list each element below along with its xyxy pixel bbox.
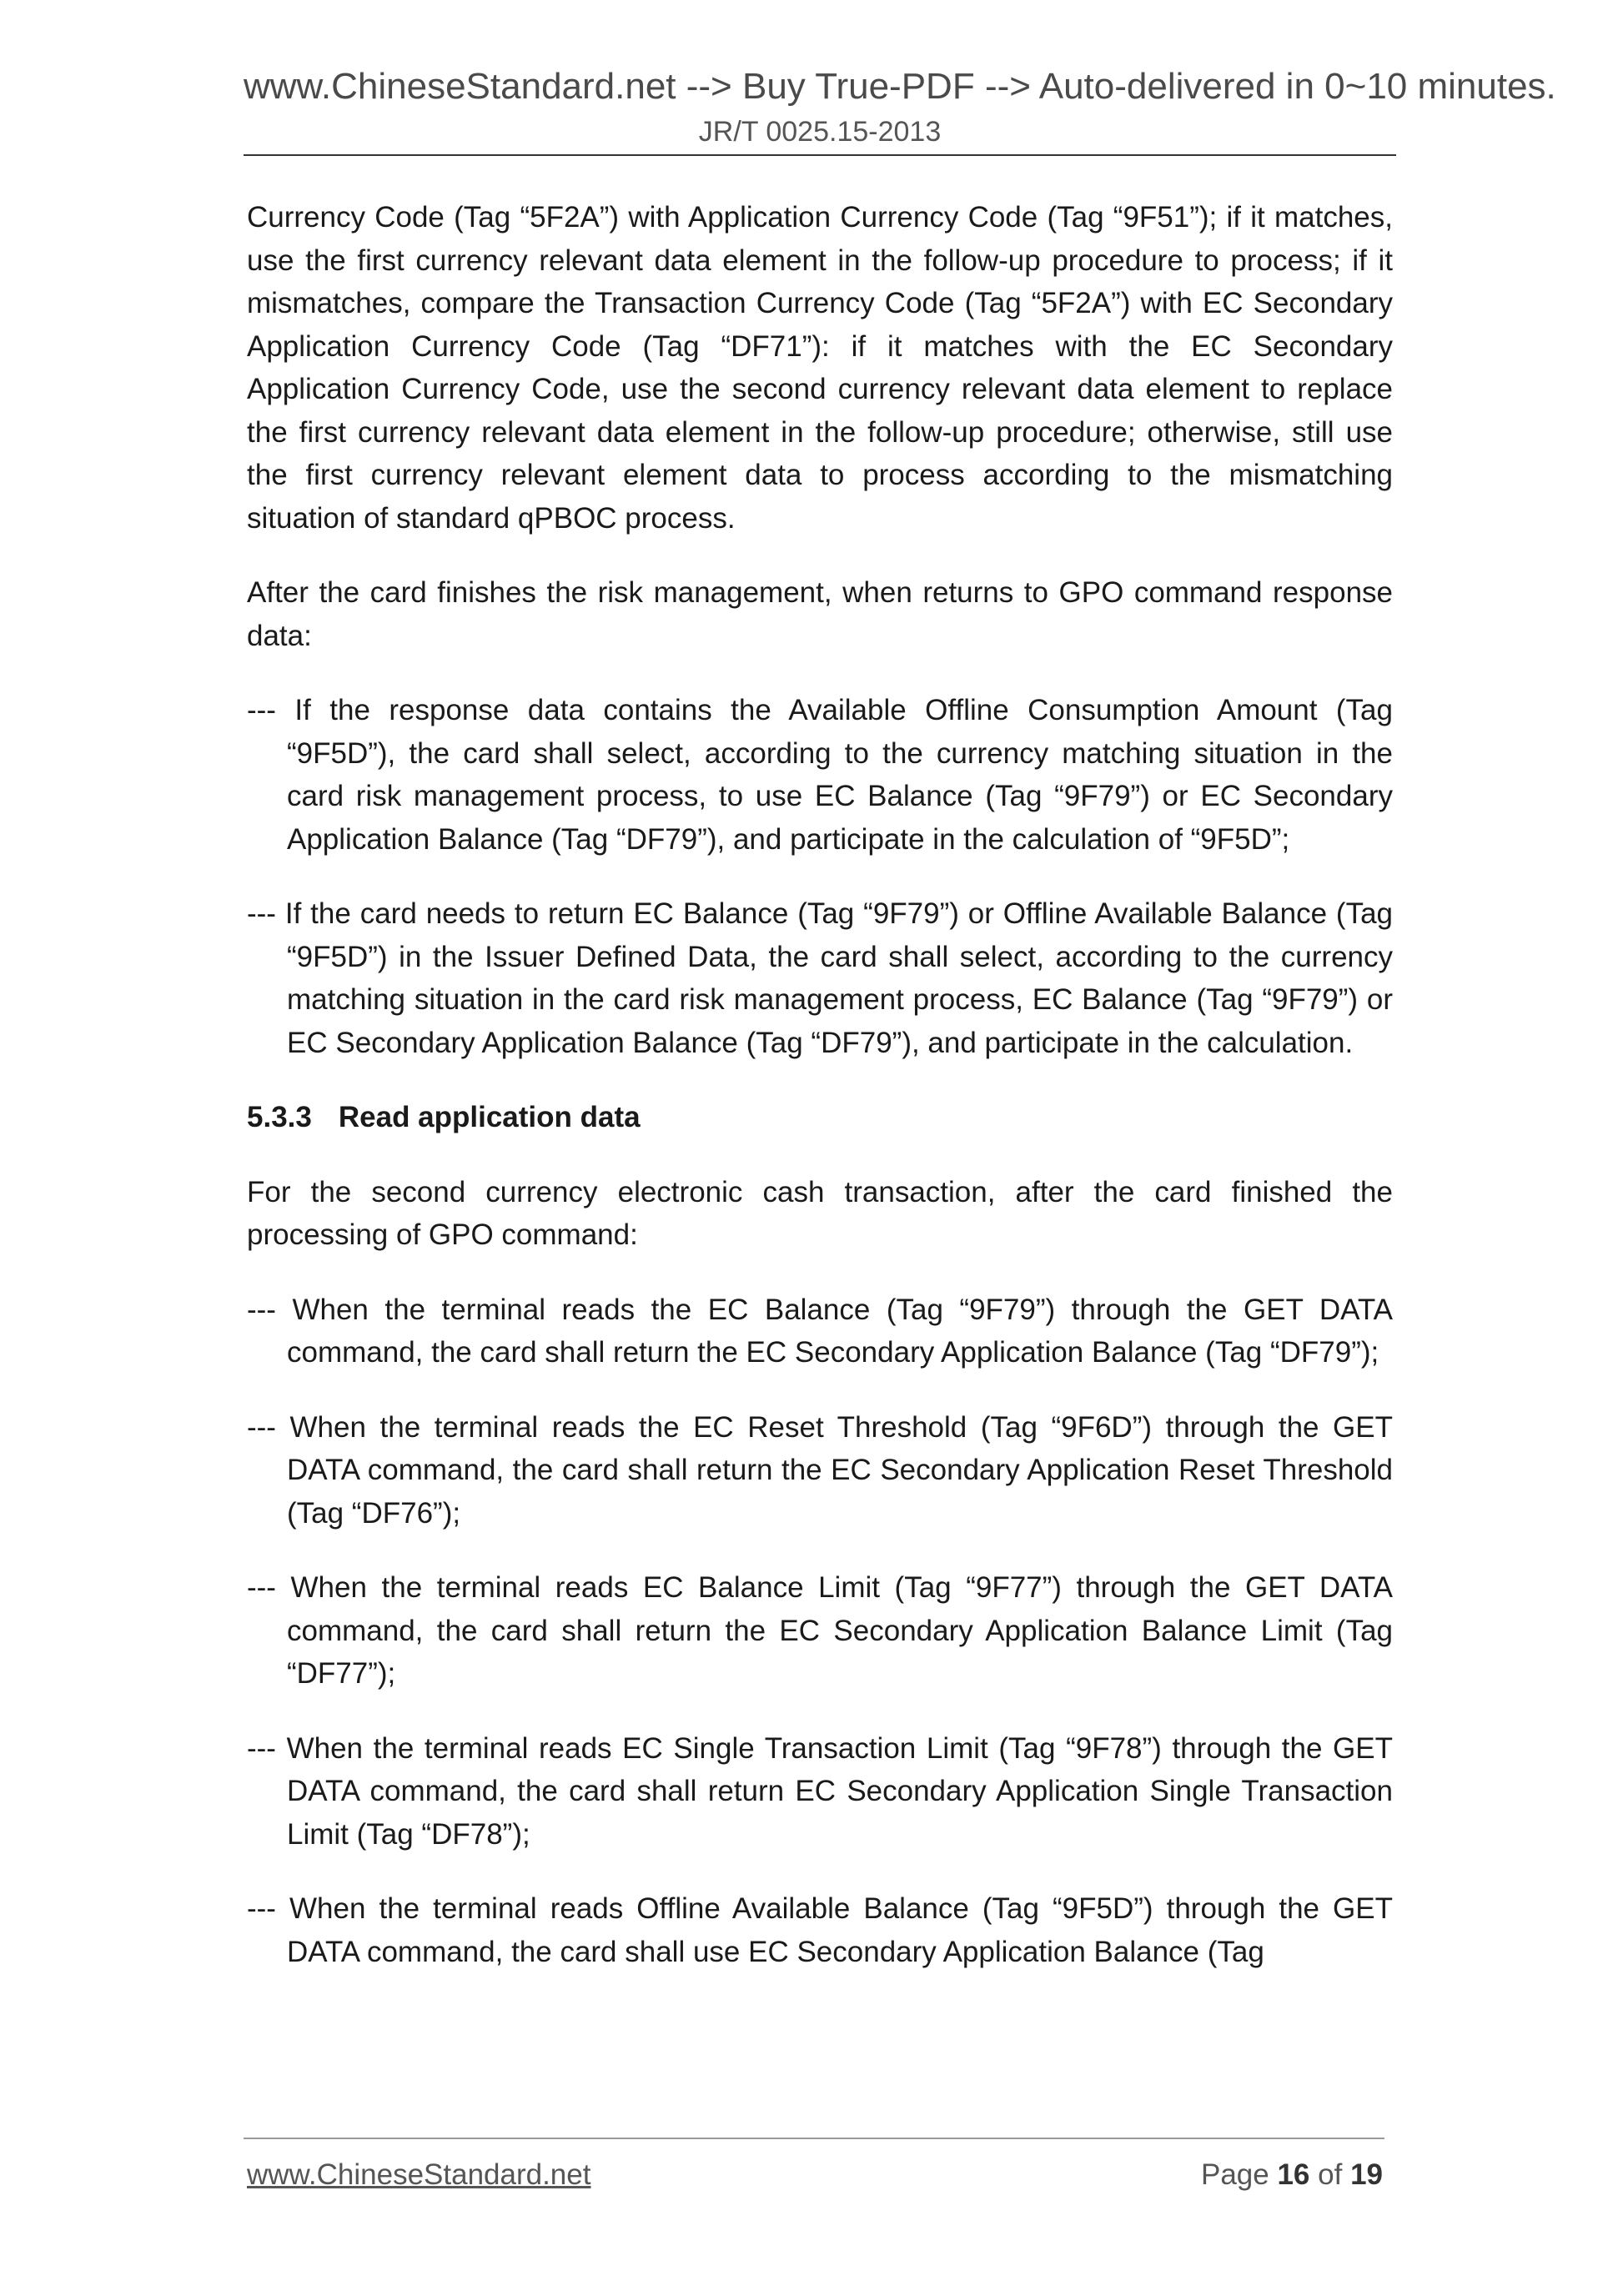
list-get-data — [247, 1289, 1393, 1974]
paragraph-after-risk-management: After the card finishes the risk management, when returns to GPO command response data: — [247, 576, 1393, 652]
list-gpo-response — [247, 689, 1393, 1064]
list-item: --- When the terminal reads EC Balance Limit (Tag “9F77”) through the GET DATA command, the card shall return the EC Secondary Application Balance Limit (Tag “DF77”); — [247, 1571, 1393, 1690]
page-body — [247, 196, 1393, 1973]
section-title: Read application data — [338, 1101, 641, 1133]
paragraph-second-currency: For the second currency electronic cash transaction, after the card finished the processing of GPO command: — [247, 1175, 1393, 1251]
document-code: JR/T 0025.15-2013 — [698, 116, 942, 148]
paragraph-continuation: Currency Code (Tag “5F2A”) with Application Currency Code (Tag “9F51”); if it matches, use the first currency relevant data element in the follow-up procedure to process; if it mismatches, compare the Transaction Currency Code (Tag “5F2A”) with EC Secondary Application Currency Code (Tag “DF71”): if it matches with the EC Secondary Application Currency Code, use the second currency relevant data element to replace the first currency relevant data element in the follow-up procedure; otherwise, still use the first currency relevant element data to process according to the mismatching situation of standard qPBOC process. — [247, 201, 1393, 535]
page-footer — [247, 2157, 1383, 2193]
list-item: --- When the terminal reads the EC Balance (Tag “9F79”) through the GET DATA command, the card shall return the EC Secondary Application Balance (Tag “DF79”); — [247, 1293, 1393, 1369]
header-banner: www.ChineseStandard.net --> Buy True-PDF --> Auto-delivered in 0~10 minutes. — [244, 66, 1556, 107]
list-item: --- If the card needs to return EC Balance (Tag “9F79”) or Offline Available Balance (Tag “9F5D”) in the Issuer Defined Data, the card shall select, according to the currency matching situation in the card risk management process, EC Balance (Tag “9F79”) or EC Secondary Application Balance (Tag “DF79”), and participate in the calculation. — [247, 897, 1393, 1059]
page-of: of — [1318, 2158, 1343, 2191]
section-number: 5.3.3 — [247, 1101, 312, 1133]
list-item: --- When the terminal reads the EC Reset Threshold (Tag “9F6D”) through the GET DATA command, the card shall return the EC Secondary Application Reset Threshold (Tag “DF76”); — [247, 1410, 1393, 1530]
list-item: --- If the response data contains the Available Offline Consumption Amount (Tag “9F5D”), the card shall select, according to the currency matching situation in the card risk management process, to use EC Balance (Tag “9F79”) or EC Secondary Application Balance (Tag “DF79”), and participate in the calculation of “9F5D”; — [247, 694, 1393, 856]
footer-divider — [244, 2138, 1384, 2139]
page-number — [1201, 2157, 1383, 2193]
header-divider — [244, 154, 1396, 156]
page-current: 16 — [1277, 2158, 1310, 2191]
footer-site-link[interactable]: www.ChineseStandard.net — [247, 2158, 591, 2191]
section-heading — [247, 1096, 1393, 1139]
list-item: --- When the terminal reads EC Single Transaction Limit (Tag “9F78”) through the GET DATA command, the card shall return EC Secondary Application Single Transaction Limit (Tag “DF78”); — [247, 1731, 1393, 1851]
page-total: 19 — [1350, 2158, 1383, 2191]
list-item: --- When the terminal reads Offline Available Balance (Tag “9F5D”) through the GET DATA command, the card shall use EC Secondary Application Balance (Tag — [247, 1892, 1393, 1968]
page-header — [244, 65, 1556, 148]
page-prefix: Page — [1200, 2158, 1269, 2191]
